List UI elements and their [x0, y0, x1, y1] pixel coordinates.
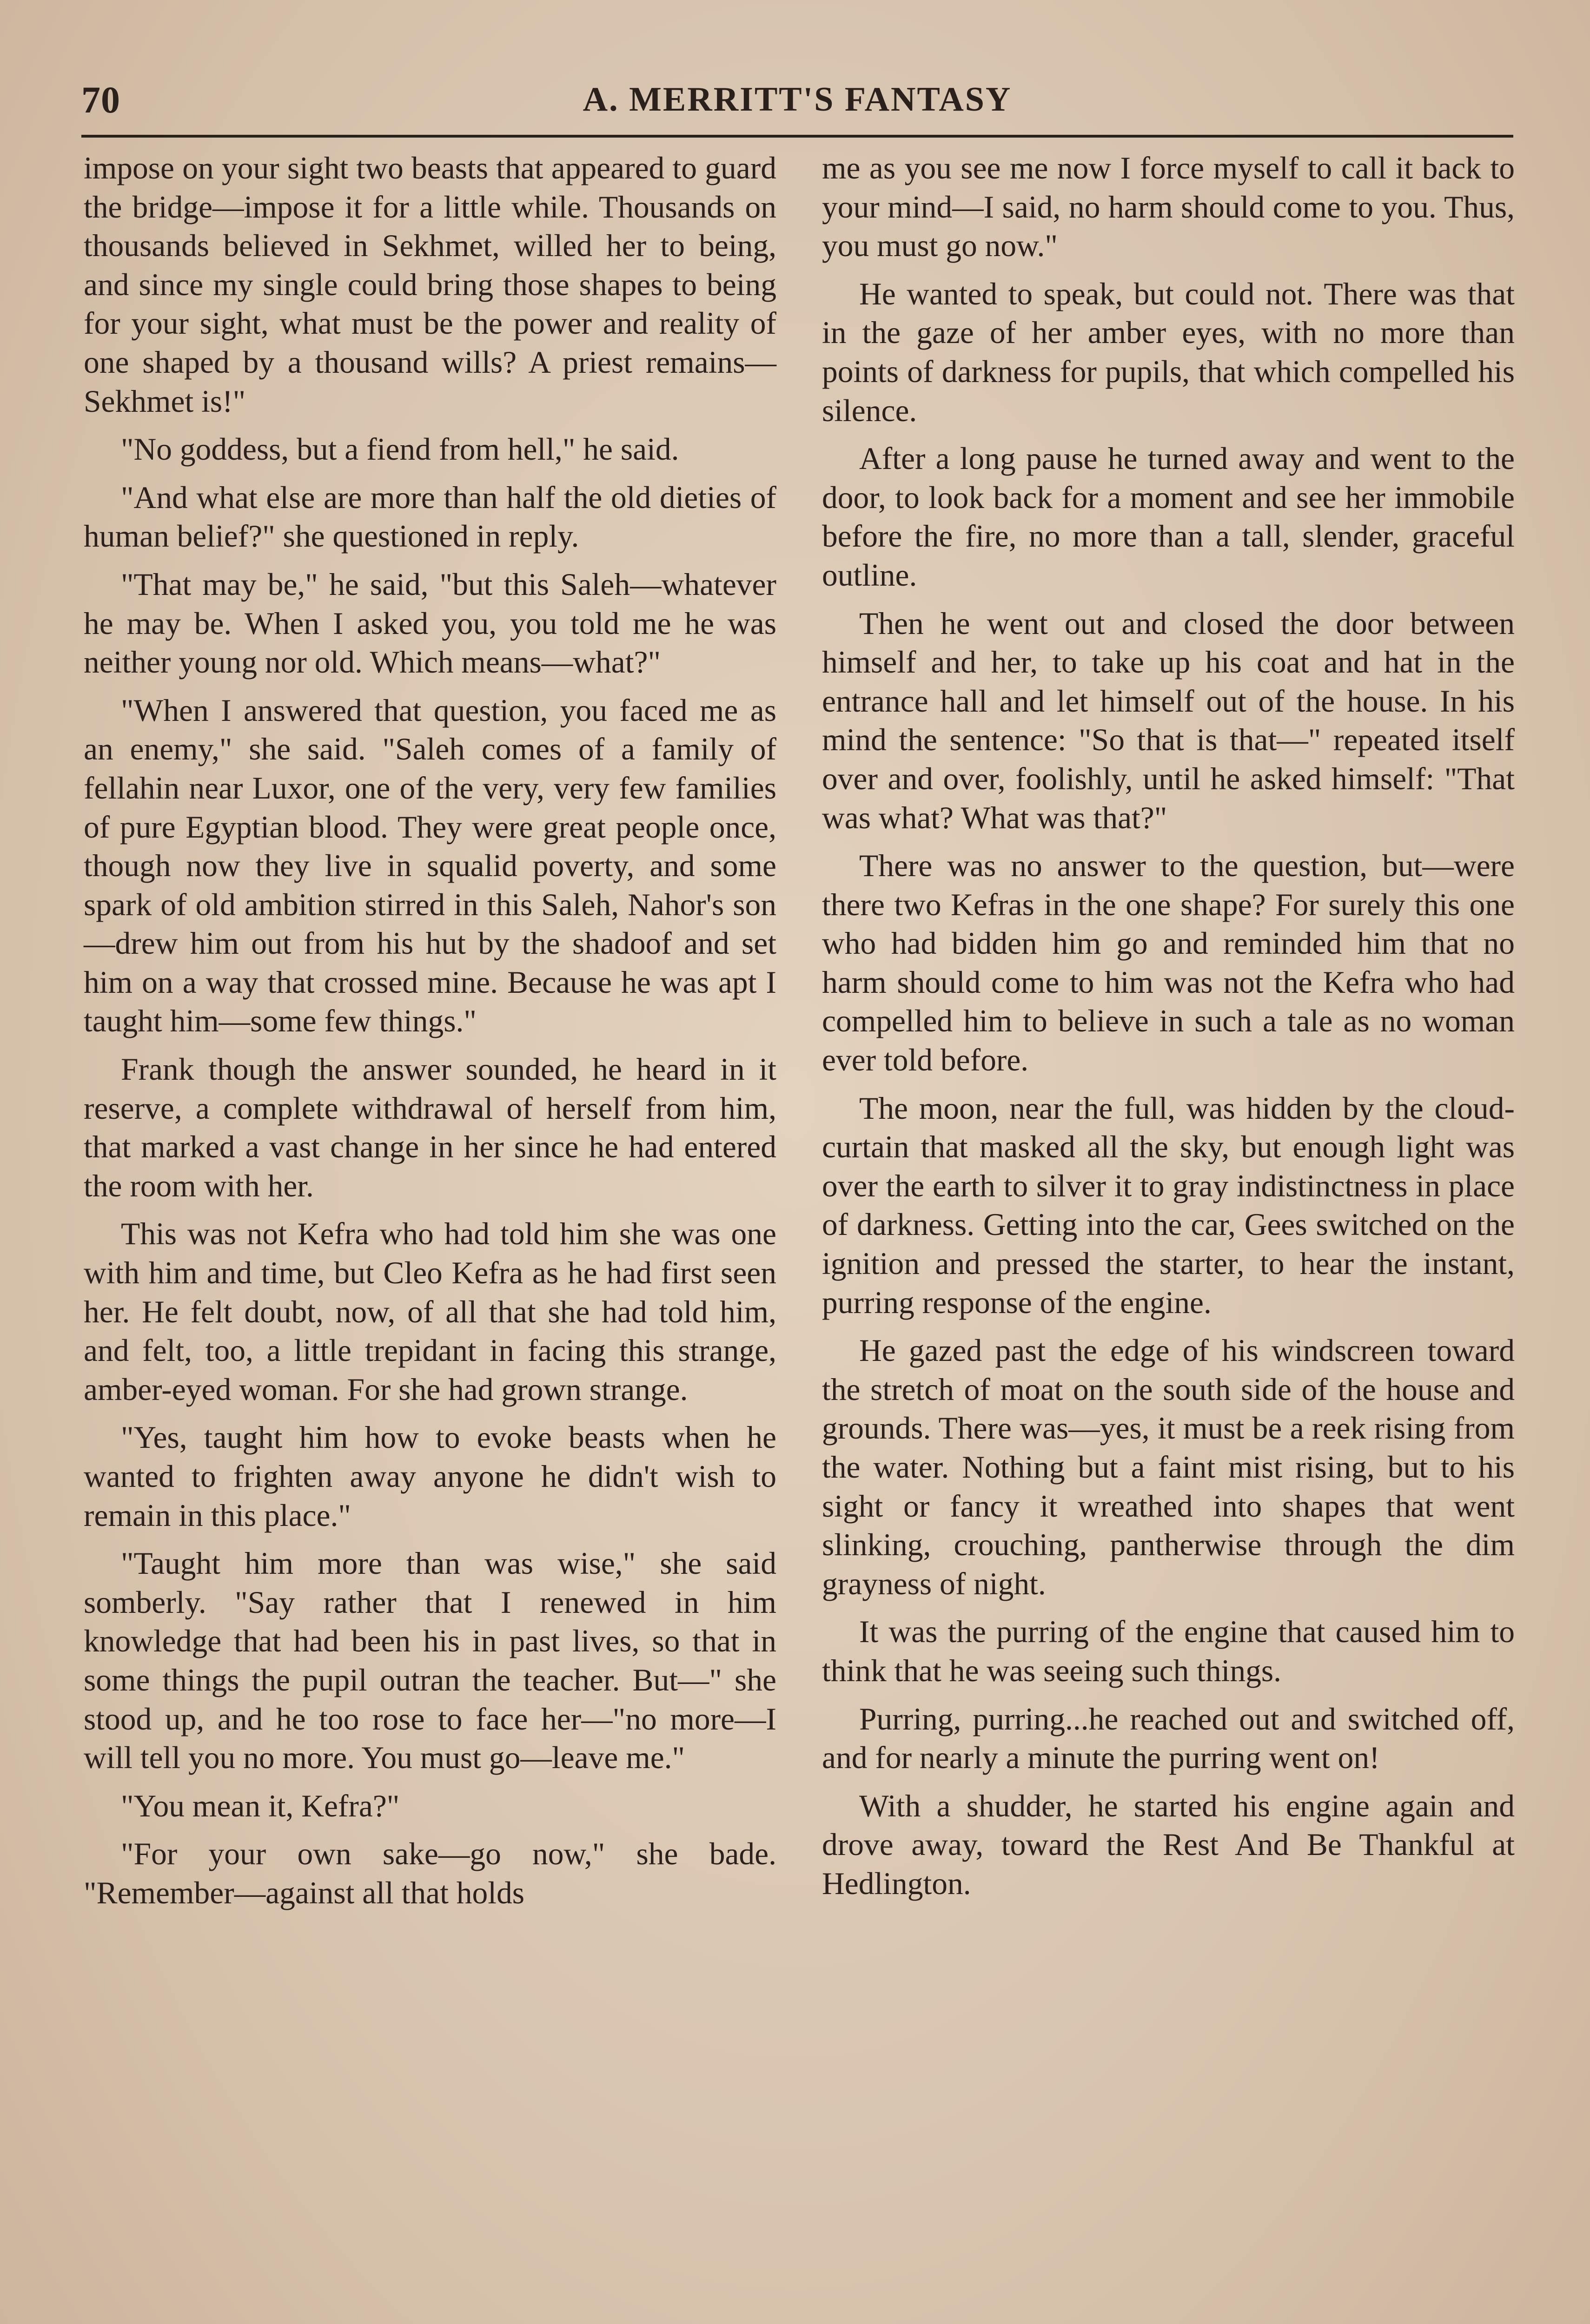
paragraph: This was not Kefra who had told him she was one with him and time, but Cleo Kefra as he had first seen her. He felt doubt, now, of all that she had told him, and felt, too, a little trepidant in facing this strange, amber-eyed woman. For she had grown strange. [84, 1216, 776, 1407]
left-column [84, 149, 776, 1913]
paragraph: There was no answer to the question, but—were there two Kefras in the one shape? For surely this one who had bidden him go and reminded him that no harm should come to him was not the Kefra who had compelled him to believe in such a tale as no woman ever told before. [822, 848, 1515, 1078]
header-rule [81, 135, 1513, 138]
paragraph: "Taught him more than was wise," she said somberly. "Say rather that I renewed in him knowledge that had been his in past lives, so that in some things the pupil outran the teacher. But—" she stood up, and he too rose to face her—"no more—I will tell you no more. You must go—leave me." [84, 1546, 776, 1776]
paragraph: Frank though the answer sounded, he heard in it reserve, a complete withdrawal of herself from him, that marked a vast change in her since he had entered the room with her. [84, 1052, 776, 1203]
right-column [822, 149, 1515, 1903]
paragraph: With a shudder, he started his engine again and drove away, toward the Rest And Be Thankful at Hedlington. [822, 1788, 1515, 1901]
paragraph: After a long pause he turned away and went to the door, to look back for a moment and see her immobile before the fire, no more than a tall, slender, graceful outline. [822, 441, 1515, 593]
page-header [81, 78, 1513, 129]
paragraph: me as you see me now I force myself to call it back to your mind—I said, no harm should come to you. Thus, you must go now." [822, 151, 1515, 264]
page-number: 70 [81, 79, 120, 121]
paragraph: "And what else are more than half the old dieties of human belief?" she questioned in reply. [84, 480, 776, 554]
paragraph: impose on your sight two beasts that appeared to guard the bridge—impose it for a little while. Thousands on thousands believed in Sekhmet, willed her to being, and since my single could bring those shapes to being for your sight, what must be the power and reality of one shaped by a thousand wills? A priest remains—Sekhmet is!" [84, 151, 776, 419]
paragraph: He wanted to speak, but could not. There was that in the gaze of her amber eyes, with no more than points of darkness for pupils, that which compelled his silence. [822, 276, 1515, 428]
paragraph: "No goddess, but a fiend from hell," he said. [121, 432, 679, 467]
paragraph: "You mean it, Kefra?" [121, 1788, 400, 1823]
paragraph: Then he went out and closed the door between himself and her, to take up his coat and hat in the entrance hall and let himself out of the house. In his mind the sentence: "So that is that—" repeated itself over and over, foolishly, until he asked himself: "That was what? What was that?" [822, 606, 1515, 835]
paragraph: "When I answered that question, you faced me as an enemy," she said. "Saleh comes of a family of fellahin near Luxor, one of the very, very few families of pure Egyptian blood. They were great people once, though now they live in squalid poverty, and some spark of old ambition stirred in this Saleh, Nahor's son—drew him out from his hut by the shadoof and set him on a way that crossed mine. Because he was apt I taught him—some few things." [84, 693, 776, 1039]
paragraph: Purring, purring...he reached out and switched off, and for nearly a minute the purring went on! [822, 1701, 1515, 1776]
paragraph: He gazed past the edge of his windscreen toward the stretch of moat on the south side of the house and grounds. There was—yes, it must be a reek rising from the water. Nothing but a faint mist rising, but to his sight or fancy it wreathed into shapes that went slinking, crouching, pantherwise through the dim grayness of night. [822, 1333, 1515, 1601]
paragraph: "Yes, taught him how to evoke beasts when he wanted to frighten away anyone he didn't wish to remain in this place." [84, 1420, 776, 1533]
paragraph: It was the purring of the engine that caused him to think that he was seeing such things. [822, 1614, 1515, 1688]
running-head: A. MERRITT'S FANTASY [583, 80, 1012, 119]
paragraph: "That may be," he said, "but this Saleh—whatever he may be. When I asked you, you told me he was neither young nor old. Which means—what?" [84, 567, 776, 680]
paragraph: "For your own sake—go now," she bade. "Remember—against all that holds [84, 1836, 776, 1910]
paragraph: The moon, near the full, was hidden by the cloud-curtain that masked all the sky, but enough light was over the earth to silver it to gray indistinctness in place of darkness. Getting into the car, Gees switched on the ignition and pressed the starter, to hear the instant, purring response of the engine. [822, 1090, 1515, 1320]
